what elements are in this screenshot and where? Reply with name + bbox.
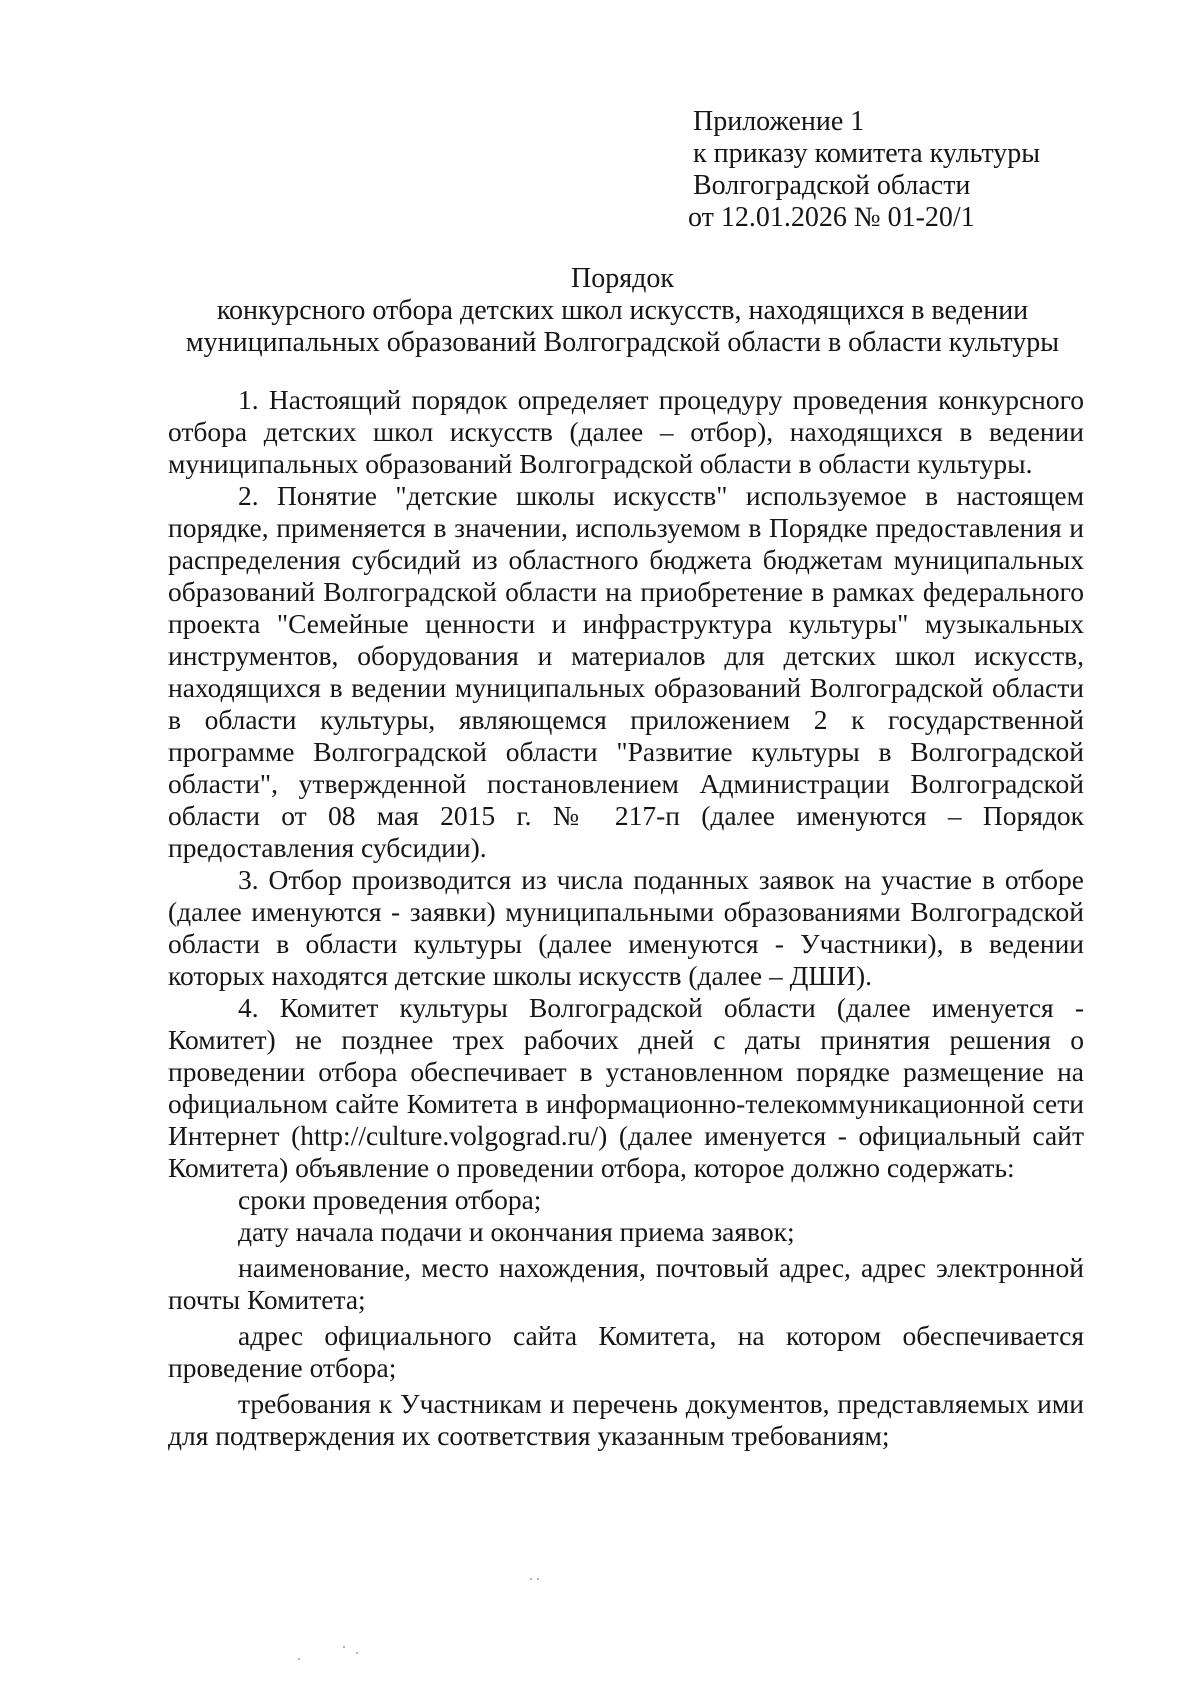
- document-body: [168, 384, 1084, 1452]
- title-line-3: муниципальных образований Волгоградской области в области культуры: [185, 327, 1060, 358]
- scan-speck: [530, 1578, 532, 1580]
- scan-speck: [537, 1578, 539, 1580]
- paragraph-3: 3. Отбор производится из числа поданных заявок на участие в отборе (далее именуются - заявки) муниципальными образованиями Волгоградской области в области культуры (далее именуются - Участники), в ведении которых находятся детские школы искусств (далее – ДШИ).: [168, 864, 1084, 991]
- paragraph-4: 4. Комитет культуры Волгоградской области (далее именуется - Комитет) не позднее трех рабочих дней с даты принятия решения о проведении отбора обеспечивает в установленном порядке размещение на официальном сайте Комитета в информационно-телекоммуникационной сети Интернет (http://culture.volgograd.ru/) (далее именуется - официальный сайт Комитета) объявление о проведении отбора, которое должно содержать:: [168, 992, 1084, 1183]
- list-item-requirements: требования к Участникам и перечень документов, представляемых ими для подтверждения их соответствия указанным требованиям;: [168, 1388, 1084, 1451]
- approval-line-date: от 12.01.2026 № 01-20/1: [688, 202, 975, 233]
- approval-line-appendix: Приложение 1: [693, 106, 865, 137]
- list-item-terms: сроки проведения отбора;: [238, 1184, 542, 1215]
- paragraph-1: 1. Настоящий порядок определяет процедуру проведения конкурсного отбора детских школ искусств (далее – отбор), находящихся в ведении муниципальных образований Волгоградской области в области культуры.: [168, 384, 1084, 479]
- list-item-contacts: наименование, место нахождения, почтовый адрес, адрес электронной почты Комитета;: [168, 1252, 1084, 1315]
- title-line-2: конкурсного отбора детских школ искусств, находящихся в ведении: [216, 295, 1029, 326]
- approval-line-region: Волгоградской области: [693, 170, 971, 201]
- list-item-dates: дату начала подачи и окончания приема заявок;: [238, 1216, 795, 1247]
- scan-speck: [356, 1652, 358, 1654]
- approval-stamp: [688, 106, 1041, 234]
- approval-line-order: к приказу комитета культуры: [693, 138, 1041, 169]
- paragraph-2: 2. Понятие "детские школы искусств" используемое в настоящем порядке, применяется в значении, используемом в Порядке предоставления и распределения субсидий из областного бюджета бюджетам муниципальных образований Волгоградской области на приобретение в рамках федерального проекта "Семейные ценности и инфраструктура культуры" музыкальных инструментов, оборудования и материалов для детских школ искусств, находящихся в ведении муниципальных образований Волгоградской области в области культуры, являющемся приложением 2 к государственной программе Волгоградской области "Развитие культуры в Волгоградской области", утвержденной постановлением Администрации Волгоградской области от 08 мая 2015 г. № 217-п (далее именуются – Порядок предоставления субсидии).: [168, 480, 1084, 863]
- title-line-1: Порядок: [571, 263, 674, 294]
- list-item-website: адрес официального сайта Комитета, на котором обеспечивается проведение отбора;: [168, 1320, 1084, 1383]
- document-title: [160, 263, 1085, 359]
- scan-speck: [343, 1646, 345, 1648]
- scan-speck: [298, 1658, 300, 1660]
